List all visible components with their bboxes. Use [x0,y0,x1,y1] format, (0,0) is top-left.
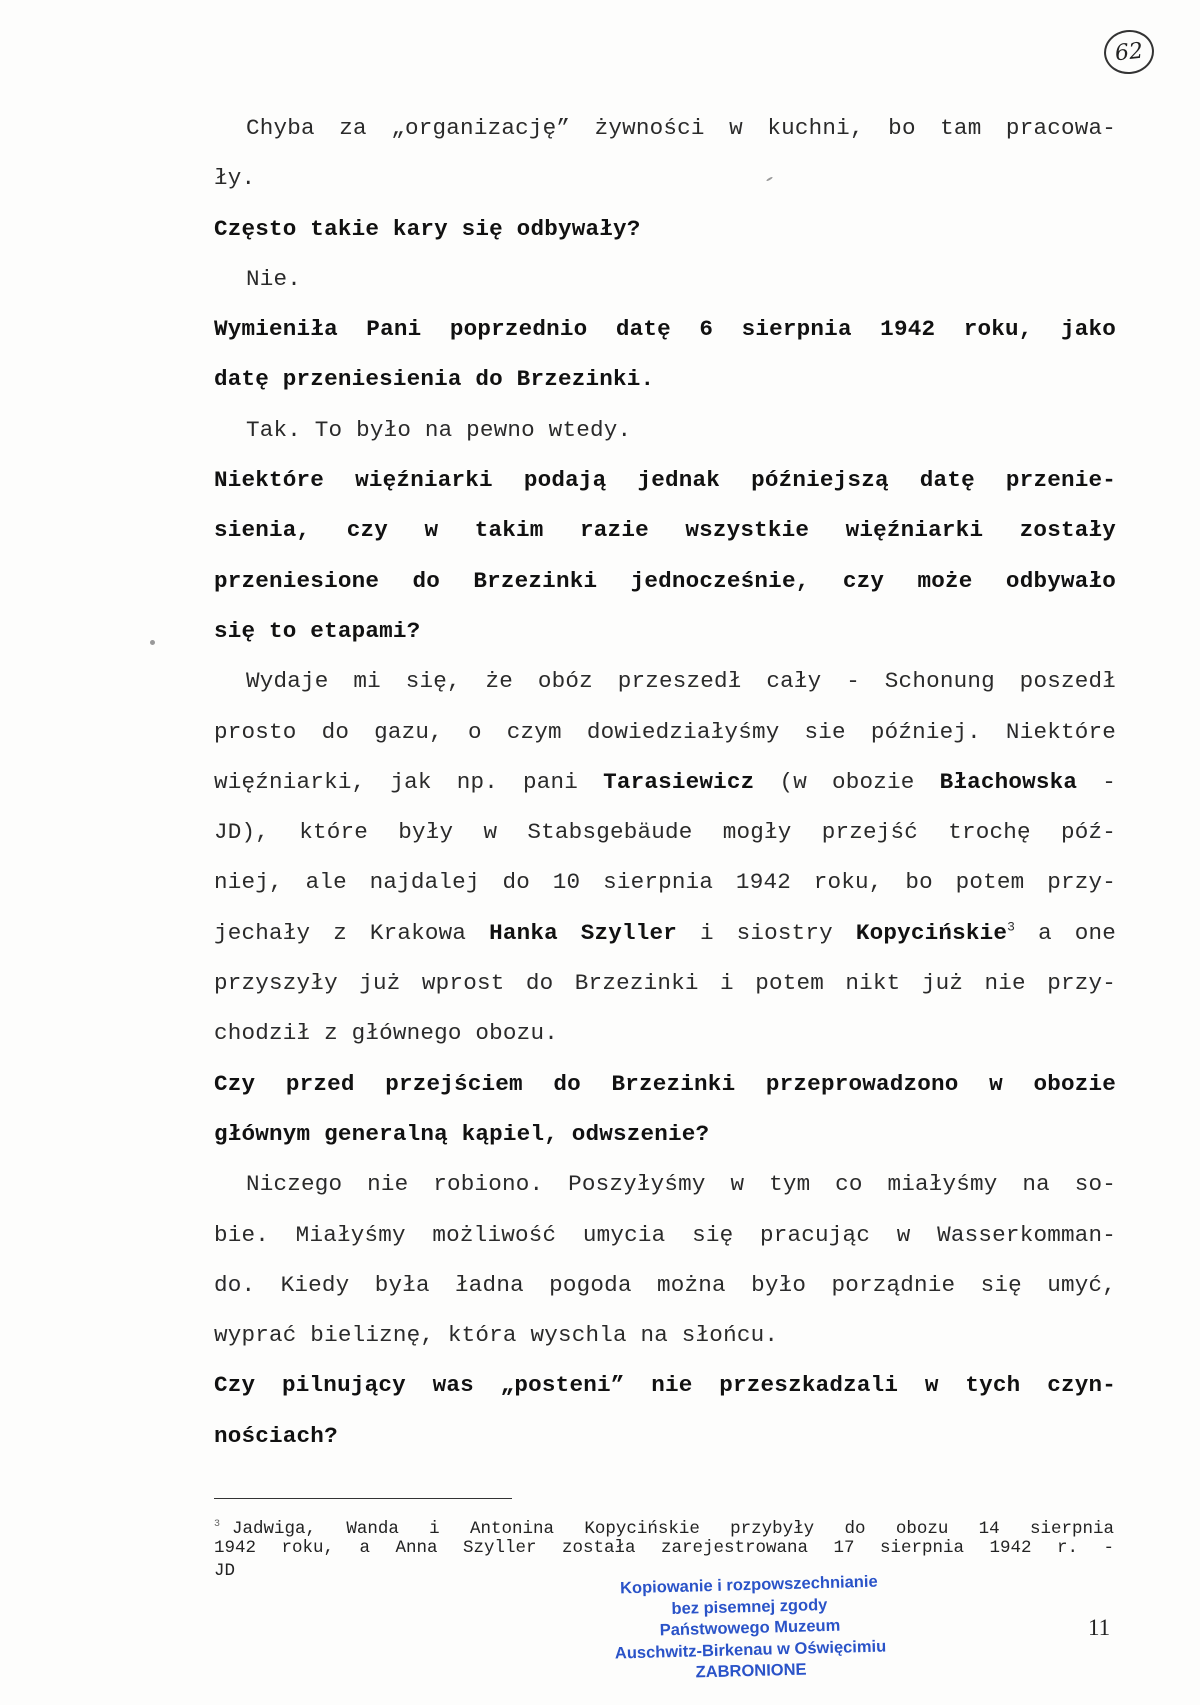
question-line [214,1109,1116,1159]
stamp-line: Kopiowanie i rozpowszechnianie [619,1572,878,1598]
footnote-text: 1942 roku, a Anna Szyller została zarejestrowana 17 sierpnia 1942 r. - [214,1537,1114,1558]
stamp-line: Auschwitz-Birkenau w Oświęcimiu [614,1636,887,1663]
question-line [214,556,1116,606]
text-run: datę przeniesienia do Brzezinki. [214,366,655,393]
answer-line [214,1008,1116,1058]
text-run: przeniesione do Brzezinki jednocześnie, czy może odbywało [214,567,1116,594]
question-line [214,354,1116,404]
answer-line [214,1159,1116,1209]
answer-line [214,1310,1116,1360]
text-run: Nie. [246,265,302,292]
question-line [214,1360,1116,1410]
stamp-line: bez pisemnej zgody [671,1595,828,1618]
name-emphasis: Kopycińskie [855,919,1008,946]
text-run: JD), które były w Stabsgebäude mogły przejść trochę póź- [214,819,1116,846]
text-run: wyprać bieliznę, która wyschla na słońcu. [214,1322,779,1349]
name-emphasis: Błachowska [939,768,1078,795]
question-line [214,1411,1116,1461]
text-run: a one [1015,919,1116,946]
answer-line [214,807,1116,857]
text-run: sienia, czy w takim razie wszystkie więźniarki zostały [214,517,1116,544]
question-line [214,505,1116,555]
footnote-separator [214,1498,512,1499]
text-run: jechały z Krakowa [214,919,490,946]
stamp-line: ZABRONIONE [695,1660,807,1682]
text-run: przyszyły już wprost do Brzezinki i potem nikt już nie przy- [214,970,1116,997]
text-run: więźniarki, jak np. pani [214,768,604,795]
footnote-text: JD [214,1561,236,1581]
answer-line [214,707,1116,757]
question-line [214,204,1116,254]
footnote [214,1513,1114,1584]
text-run: - [1077,768,1116,795]
answer-line [214,656,1116,706]
text-run: Wymieniła Pani poprzednio datę 6 sierpnia 1942 roku, jako [214,316,1116,343]
text-run: i siostry [677,919,856,946]
handwritten-page-number: 62 [1102,28,1156,77]
text-run: Niczego nie robiono. Poszyłyśmy w tym co miałyśmy na so- [246,1171,1116,1198]
text-run: Niektóre więźniarki podają jednak późniejszą datę przenie- [214,467,1116,494]
footnote-ref: 3 [1007,919,1016,935]
text-run: ły. [214,165,256,192]
text-run: Czy przed przejściem do Brzezinki przeprowadzono w obozie [214,1070,1116,1097]
answer-line [214,1260,1116,1310]
text-run: prosto do gazu, o czym dowiedziałyśmy sie później. Niektóre [214,718,1116,745]
text-run: nościach? [214,1422,338,1449]
text-run: Często takie kary się odbywały? [214,215,641,242]
name-emphasis: Tarasiewicz [603,768,755,795]
text-run: niej, ale najdalej do 10 sierpnia 1942 roku, bo potem przy- [214,869,1116,896]
question-line [214,606,1116,656]
text-run: głównym generalną kąpiel, odwszenie? [214,1120,710,1147]
text-run: do. Kiedy była ładna pogoda można było porządnie się umyć, [214,1271,1116,1298]
name-emphasis: Hanka Szyller [489,919,678,946]
answer-line [214,103,1116,153]
text-run: Wydaje mi się, że obóz przeszedł cały - Schonung poszedł [246,668,1116,695]
answer-line [214,254,1116,304]
answer-line [214,857,1116,907]
transcript-body [214,103,1116,1461]
text-run: się to etapami? [214,617,421,644]
answer-line [214,153,1116,203]
stamp-line: Państwowego Muzeum [659,1616,841,1640]
folio-number: 11 [1088,1615,1111,1640]
footnote-text: Jadwiga, Wanda i Antonina Kopycińskie przybyły do obozu 14 sierpnia [232,1518,1114,1539]
footnote-line [214,1537,1114,1561]
scan-speck [150,640,155,645]
question-line [214,455,1116,505]
text-run: Czy pilnujący was „posteni” nie przeszkadzali w tych czyn- [214,1372,1116,1399]
answer-line [214,405,1116,455]
answer-line [214,908,1116,958]
question-line [214,1059,1116,1109]
copyright-stamp [599,1571,902,1686]
text-run: bie. Miałyśmy możliwość umycia się pracując w Wasserkomman- [214,1221,1116,1248]
answer-line [214,958,1116,1008]
text-run: Chyba za „organizację” żywności w kuchni, bo tam pracowa- [246,115,1116,141]
footnote-line [214,1513,1114,1537]
question-line [214,304,1116,354]
answer-line [214,1210,1116,1260]
text-run: (w obozie [754,768,940,795]
text-run: chodził z głównego obozu. [214,1020,558,1047]
answer-line [214,757,1116,807]
footnote-marker: 3 [214,1519,221,1530]
text-run: Tak. To było na pewno wtedy. [246,416,632,443]
